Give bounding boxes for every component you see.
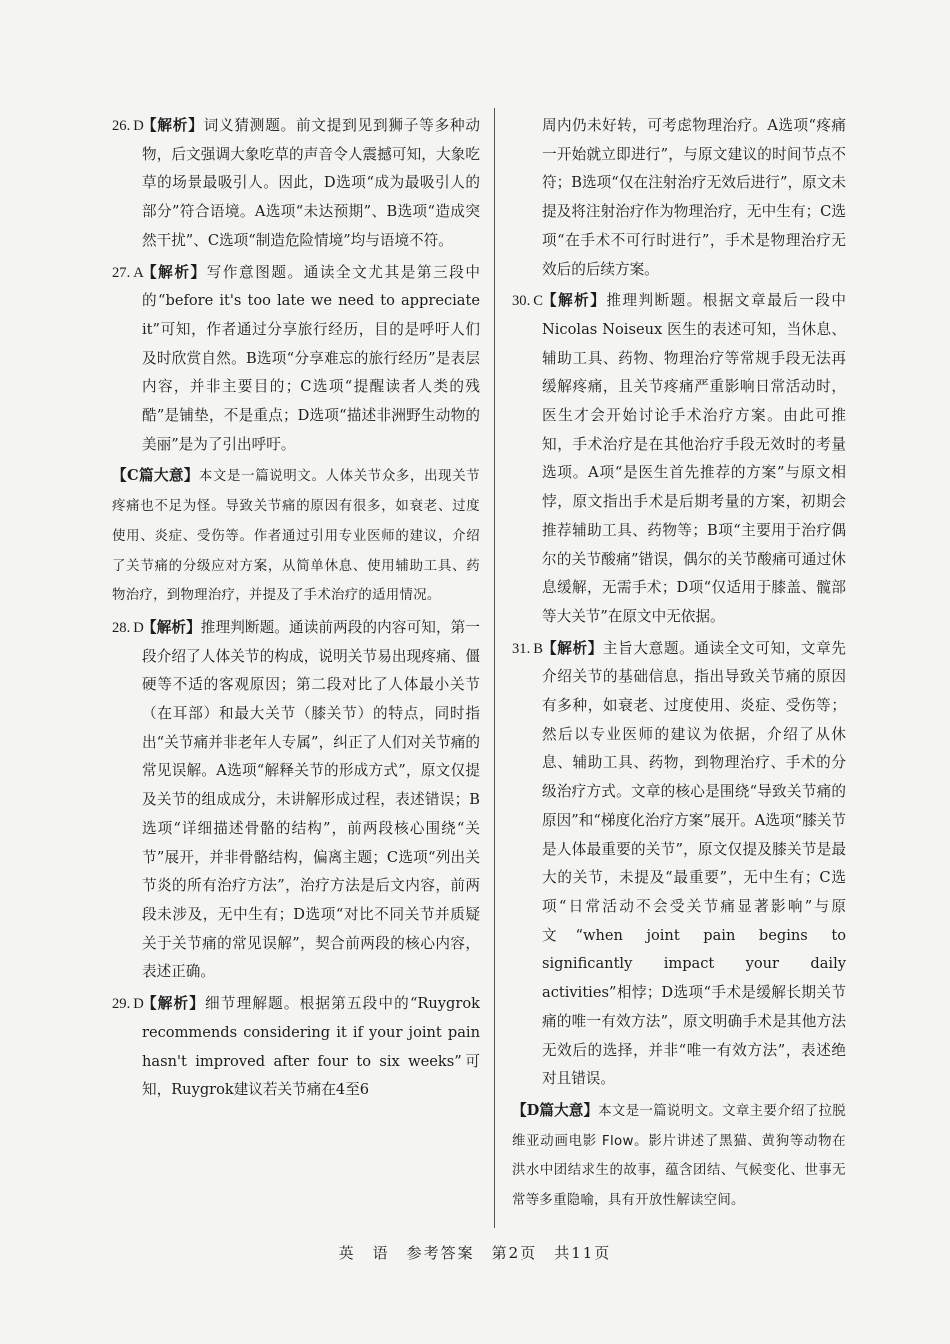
analysis-tag: 【解析】 (142, 263, 207, 281)
right-column (512, 112, 846, 1219)
question-number: 30. (512, 293, 531, 310)
question-number: 26. (112, 118, 131, 134)
analysis-text: 词义猜测题。前文提到见到狮子等多种动物，后文强调大象吃草的声音令人震撼可知，大象吃草的场景最吸引人。因此，D选项“成为最吸引人的部分”符合语境。A选项“未达预期”、B选项“造成突然干扰”、C选项“制造危险情境”均与语境不符。 (142, 117, 480, 249)
left-column (112, 112, 480, 1108)
summary-text: 本文是一篇说明文。人体关节众多，出现关节疼痛也不足为怪。导致关节痛的原因有很多，如衰老、过度使用、炎症、受伤等。作者通过引用专业医师的建议，介绍了关节痛的分级应对方案，从简单休息、使用辅助工具、药物治疗，到物理治疗，并提及了手术治疗的适用情况。 (112, 469, 480, 604)
answer-27 (112, 259, 480, 460)
answer-letter: B (533, 640, 543, 657)
passage-d-summary (512, 1097, 846, 1216)
question-number: 31. (512, 640, 531, 657)
summary-text: 本文是一篇说明文。文章主要介绍了拉脱维亚动画电影 Flow。影片讲述了黑猫、黄狗等动物在洪水中团结求生的故事，蕴含团结、气候变化、世事无常等多重隐喻，具有开放性解读空间。 (512, 1103, 847, 1209)
answer-26 (112, 112, 480, 256)
analysis-text: 周内仍未好转，可考虑物理治疗。A选项“疼痛一开始就立即进行”，与原文建议的时间节点不符；B选项“仅在注射治疗无效后进行”，原文未提及将注射治疗作为物理治疗，无中生有；C选项“在手术不可行时进行”，手术是物理治疗无效后的后续方案。 (542, 117, 846, 278)
answer-letter: A (133, 264, 144, 281)
answer-30 (512, 287, 846, 631)
analysis-tag: 【解析】 (142, 117, 204, 134)
analysis-text: 细节理解题。根据第五段中的“Ruygrok recommends considering it if your joint pain hasn't improved after four to six weeks”可知，Ruygrok建议若关节痛在4至6 (142, 995, 480, 1099)
page-footer: 英 语 参考答案 第2页 共11页 (338, 1244, 612, 1262)
analysis-tag: 【解析】 (542, 639, 603, 657)
analysis-tag: 【解析】 (142, 618, 201, 636)
passage-c-summary (112, 462, 480, 611)
question-number: 28. (112, 619, 131, 636)
analysis-text: 主旨大意题。通读全文可知，文章先介绍关节的基础信息，指出导致关节痛的原因有多种，如衰老、过度使用、炎症、受伤等；然后以专业医师的建议为依据，介绍了从休息、辅助工具、药物，到物理治疗、手术的分级治疗方式。文章的核心是围绕“导致关节痛的原因”和“梯度化治疗方案”展开。A选项“膝关节是人体最重要的关节”，原文仅提及膝关节是最大的关节，未提及“最重要”，无中生有；C选项“日常活动不会受关节痛显著影响”与原文“when joint pain begins to significantly impact your daily activities”相悖；D选项“手术是缓解长期关节痛的唯一有效方法”，原文明确手术是其他方法无效后的选择，并非“唯一有效方法”，表述绝对且错误。 (542, 639, 846, 1088)
analysis-text: 写作意图题。通读全文尤其是第三段中的“before it's too late we need to appreciate it”可知，作者通过分享旅行经历，目的是呼吁人们及时欣赏自然。B选项“分享难忘的旅行经历”是表层内容，并非主要目的；C选项“提醒读者人类的残酷”是铺垫，不是重点；D选项“描述非洲野生动物的美丽”是为了引出呼吁。 (142, 263, 480, 453)
answer-29 (112, 990, 480, 1105)
analysis-text: 推理判断题。根据文章最后一段中 Nicolas Noiseux 医生的表述可知，当休息、辅助工具、药物、物理治疗等常规手段无法再缓解疼痛，且关节疼痛严重影响日常活动时，医生才会开始讨论手术治疗方案。由此可推知，手术治疗是在其他治疗手段无效时的考量选项。A项“是医生首先推荐的方案”与原文相悖，原文指出手术是后期考量的方案，初期会推荐辅助工具、药物等；B项“主要用于治疗偶尔的关节酸痛”错误，偶尔的关节酸痛可通过休息缓解，无需手术；D项“仅适用于膝盖、髋部等大关节”在原文中无依据。 (542, 292, 846, 625)
answer-31 (512, 635, 846, 1094)
question-number: 29. (112, 996, 131, 1013)
divider (494, 108, 495, 1228)
answer-letter: D (133, 996, 144, 1013)
analysis-tag: 【解析】 (542, 292, 607, 310)
answer-letter: D (133, 619, 144, 636)
summary-tag: 【D篇大意】 (512, 1101, 599, 1119)
answer-29-continued (512, 112, 846, 284)
analysis-text: 推理判断题。通读前两段的内容可知，第一段介绍了人体关节的构成，说明关节易出现疼痛、僵硬等不适的客观原因；第二段对比了人体最小关节（在耳部）和最大关节（膝关节）的特点，同时指出“关节痛并非老年人专属”，纠正了人们对关节痛的常见误解。A选项“解释关节的形成方式”，原文仅提及关节的组成成分，未讲解形成过程，表述错误；B选项“详细描述骨骼的结构”，前两段核心围绕“关节”展开，并非骨骼结构，偏离主题；C选项“列出关节炎的所有治疗方法”，治疗方法是后文内容，前两段未涉及，无中生有；D选项“对比不同关节并质疑关于关节痛的常见误解”，契合前两段的核心内容，表述正确。 (142, 618, 480, 981)
answer-letter: D (133, 118, 144, 134)
answer-letter: C (533, 293, 543, 310)
summary-tag: 【C篇大意】 (112, 467, 199, 485)
analysis-tag: 【解析】 (142, 995, 206, 1013)
question-number: 27. (112, 264, 131, 281)
answer-28 (112, 614, 480, 987)
